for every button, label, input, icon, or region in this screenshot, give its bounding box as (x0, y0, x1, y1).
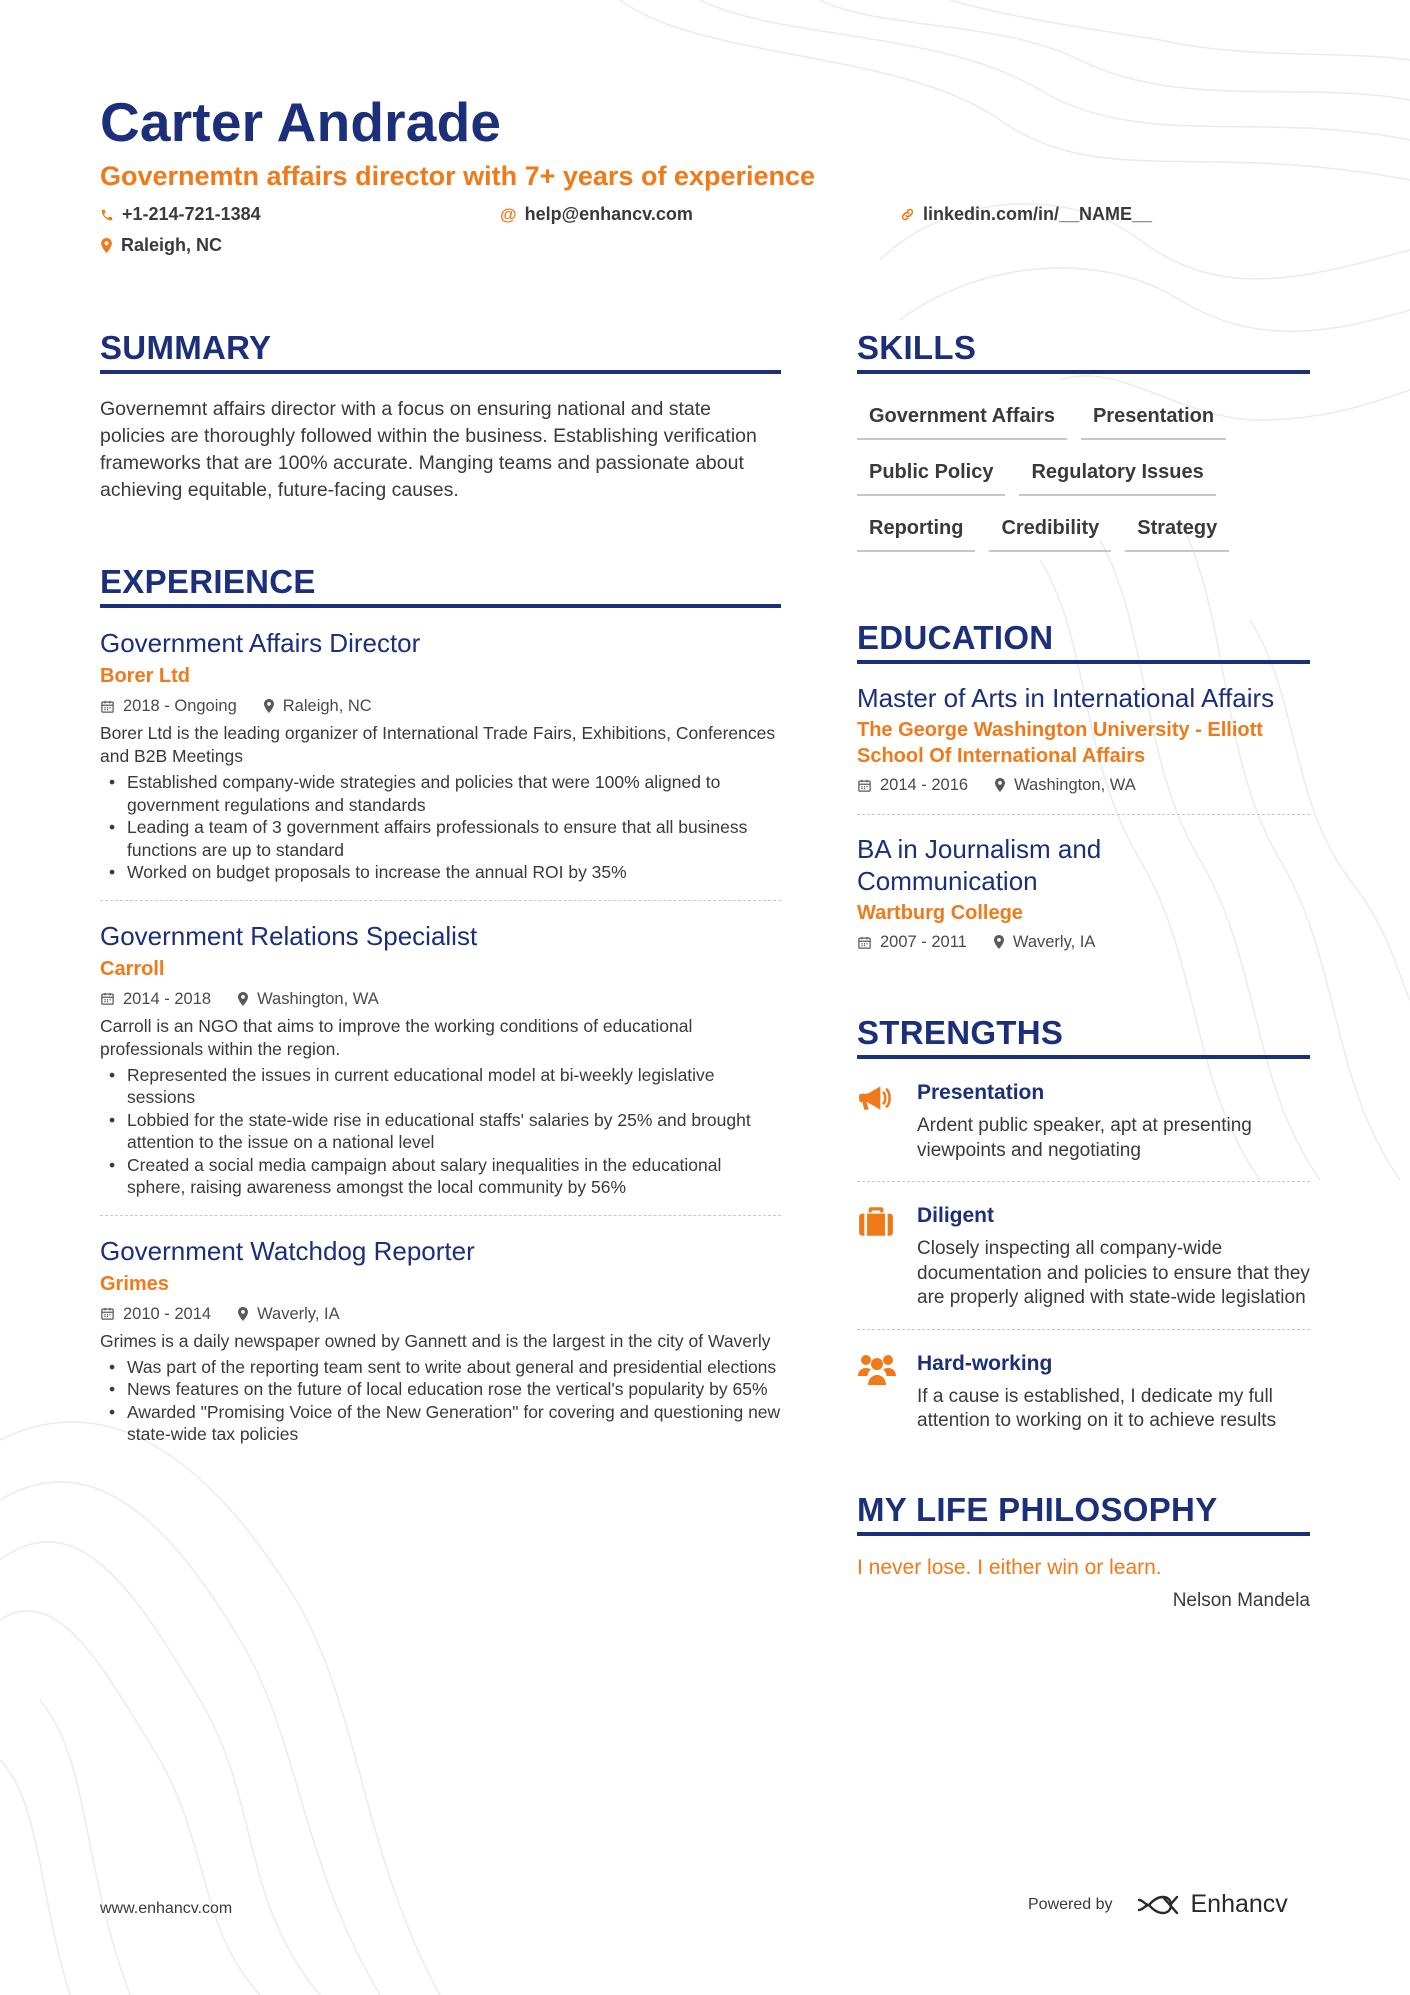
location-pin-icon (263, 699, 275, 713)
resume-header (100, 88, 1310, 262)
calendar-icon (857, 778, 872, 793)
job-dates (100, 1303, 211, 1325)
job-dates (100, 695, 237, 717)
skills-list (857, 402, 1287, 552)
skill-tag: Reporting (857, 514, 975, 552)
skill-tag: Presentation (1081, 402, 1226, 440)
brand-logo[interactable] (1137, 1890, 1288, 1919)
right-column (857, 328, 1310, 1614)
strengths-section (857, 1013, 1310, 1452)
job-bullet: • Represented the issues in current educational model at bi-weekly legislative sessions (100, 1064, 781, 1109)
strength-body (917, 1202, 1310, 1311)
job-location (237, 988, 379, 1010)
job-title: Government Relations Specialist (100, 920, 478, 951)
strength-description: Ardent public speaker, apt at presenting viewpoints and negotiating (917, 1115, 1252, 1161)
philosophy-quote: I never lose. I either win or learn. (857, 1555, 1162, 1579)
job-meta (100, 1303, 781, 1325)
education-heading: EDUCATION (857, 619, 1054, 656)
candidate-tagline: Governemtn affairs director with 7+ years of experience (100, 161, 816, 191)
contact-location (100, 235, 222, 256)
summary-text: Governemnt affairs director with a focus on ensuring national and state policies are thoroughly followed within the business. Establishing verification frameworks that are 100% accurate. Manging teams and passionate about achieving equitable, future-facing causes. (100, 398, 757, 501)
summary-heading: SUMMARY (100, 329, 272, 366)
brand-name: Enhancv (1190, 1890, 1288, 1918)
calendar-icon (100, 1306, 115, 1321)
job-description: Grimes is a daily newspaper owned by Gannett and is the largest in the city of Waverly (100, 1330, 771, 1351)
calendar-icon (857, 935, 872, 950)
strength-item (857, 1059, 1310, 1181)
strength-body (917, 1350, 1310, 1434)
strength-description: If a cause is established, I dedicate my full attention to working on it to achieve results (917, 1385, 1277, 1431)
education-location (993, 931, 1096, 953)
strength-body (917, 1079, 1310, 1163)
left-column (100, 328, 781, 1446)
briefcase-icon (857, 1202, 897, 1311)
school-name: Wartburg College (857, 902, 1023, 924)
at-icon: @ (500, 204, 517, 224)
philosophy-section (857, 1490, 1310, 1614)
location-pin-icon (994, 778, 1006, 792)
skill-tag: Public Policy (857, 458, 1005, 496)
job-title: Government Watchdog Reporter (100, 1235, 475, 1266)
skill-tag: Government Affairs (857, 402, 1067, 440)
footer-website[interactable]: www.enhancv.com (100, 1900, 233, 1917)
experience-heading: EXPERIENCE (100, 563, 316, 600)
job-bullets (100, 771, 781, 884)
experience-section (100, 562, 781, 1446)
job-bullet: • Leading a team of 3 government affairs professionals to ensure that all business functions are up to standard (100, 816, 781, 861)
job-location-text: Raleigh, NC (282, 697, 372, 715)
job-bullet: • Worked on budget proposals to increase the annual ROI by 35% (100, 861, 781, 884)
phone-icon (100, 208, 114, 222)
location-pin-icon (993, 935, 1005, 949)
skills-heading: SKILLS (857, 329, 977, 366)
job-meta (100, 695, 781, 717)
experience-entry (100, 900, 781, 1199)
email-text: help@enhancv.com (524, 204, 693, 224)
contact-info (100, 198, 1310, 262)
calendar-icon (100, 991, 115, 1006)
job-location-text: Waverly, IA (257, 1304, 340, 1323)
job-location (263, 695, 372, 717)
strength-title: Presentation (917, 1081, 1045, 1104)
school-name: The George Washington University - Elliott School Of International Affairs (857, 719, 1263, 767)
quote-author: Nelson Mandela (1172, 1589, 1310, 1611)
job-description: Borer Ltd is the leading organizer of International Trade Fairs, Exhibitions, Conferences and B2B Meetings (100, 723, 776, 766)
strengths-heading: STRENGTHS (857, 1014, 1064, 1051)
company-name: Carroll (100, 957, 165, 980)
skill-tag: Credibility (989, 514, 1111, 552)
strength-title: Hard-working (917, 1351, 1053, 1375)
education-location-text: Waverly, IA (1012, 933, 1096, 951)
experience-entry (100, 608, 781, 884)
education-dates (857, 774, 968, 796)
job-dates-text: 2010 - 2014 (123, 1304, 212, 1323)
job-location-text: Washington, WA (257, 989, 379, 1008)
summary-section (100, 328, 781, 504)
job-meta (100, 988, 781, 1010)
education-entry (857, 814, 1310, 953)
job-dates (100, 988, 211, 1010)
strength-item (857, 1181, 1310, 1329)
job-bullet: • Was part of the reporting team sent to write about general and presidential elections (100, 1356, 781, 1379)
contact-phone[interactable] (100, 204, 261, 225)
philosophy-heading: MY LIFE PHILOSOPHY (857, 1490, 1218, 1528)
section-divider (857, 370, 1310, 374)
education-location (994, 774, 1136, 796)
job-description: Carroll is an NGO that aims to improve the working conditions of educational professionals within the region. (100, 1015, 693, 1059)
job-bullet: • Lobbied for the state-wide rise in educational staffs' salaries by 25% and brought attention to the issue on a national level (100, 1109, 781, 1154)
megaphone-icon (857, 1079, 897, 1163)
job-bullet: • News features on the future of local education rose the vertical's popularity by 65% (100, 1378, 781, 1401)
job-bullets (100, 1064, 781, 1199)
degree-title: Master of Arts in International Affairs (857, 683, 1275, 713)
candidate-name: Carter Andrade (100, 91, 502, 153)
location-pin-icon (100, 238, 113, 253)
skills-section (857, 328, 1310, 552)
phone-text: +1-214-721-1384 (122, 204, 261, 224)
job-title: Government Affairs Director (100, 628, 421, 658)
education-entry (857, 664, 1310, 796)
job-location (237, 1303, 340, 1325)
company-name: Borer Ltd (100, 665, 190, 687)
education-meta (857, 774, 1310, 796)
contact-linkedin[interactable] (900, 204, 1152, 225)
calendar-icon (100, 699, 115, 714)
enhancv-logo-icon (1137, 1893, 1183, 1917)
skill-tag: Strategy (1125, 514, 1229, 552)
strength-title: Diligent (917, 1204, 994, 1227)
location-text: Raleigh, NC (121, 235, 223, 255)
job-dates-text: 2018 - Ongoing (123, 697, 237, 715)
footer-branding (1028, 1890, 1288, 1919)
team-icon (857, 1350, 897, 1434)
job-bullet: • Established company-wide strategies and policies that were 100% aligned to government regulations and standards (100, 771, 781, 816)
education-meta (857, 931, 1310, 953)
education-dates-text: 2014 - 2016 (880, 776, 969, 794)
education-dates-text: 2007 - 2011 (880, 933, 967, 951)
job-dates-text: 2014 - 2018 (123, 989, 212, 1008)
location-pin-icon (237, 1307, 249, 1321)
degree-title: BA in Journalism and Communication (857, 834, 1102, 896)
company-name: Grimes (100, 1272, 169, 1295)
education-location-text: Washington, WA (1014, 776, 1136, 794)
skill-tag: Regulatory Issues (1019, 458, 1215, 496)
experience-entry (100, 1215, 781, 1446)
location-pin-icon (237, 992, 249, 1006)
job-bullet: • Created a social media campaign about salary inequalities in the educational sphere, raising awareness amongst the local community by 56% (100, 1154, 781, 1199)
linkedin-text: linkedin.com/in/__NAME__ (923, 204, 1153, 224)
powered-by-label: Powered by (1028, 1895, 1113, 1913)
strength-item (857, 1329, 1310, 1452)
education-section (857, 618, 1310, 953)
education-dates (857, 931, 967, 953)
job-bullets (100, 1356, 781, 1446)
strength-description: Closely inspecting all company-wide documentation and policies to ensure that they are properly aligned with state-wide legislation (917, 1238, 1310, 1308)
job-bullet: • Awarded "Promising Voice of the New Generation" for covering and questioning new state-wide tax policies (100, 1401, 781, 1446)
section-divider (857, 1532, 1310, 1536)
section-divider (100, 370, 781, 374)
contact-email[interactable] (500, 204, 693, 225)
link-icon (900, 207, 915, 222)
